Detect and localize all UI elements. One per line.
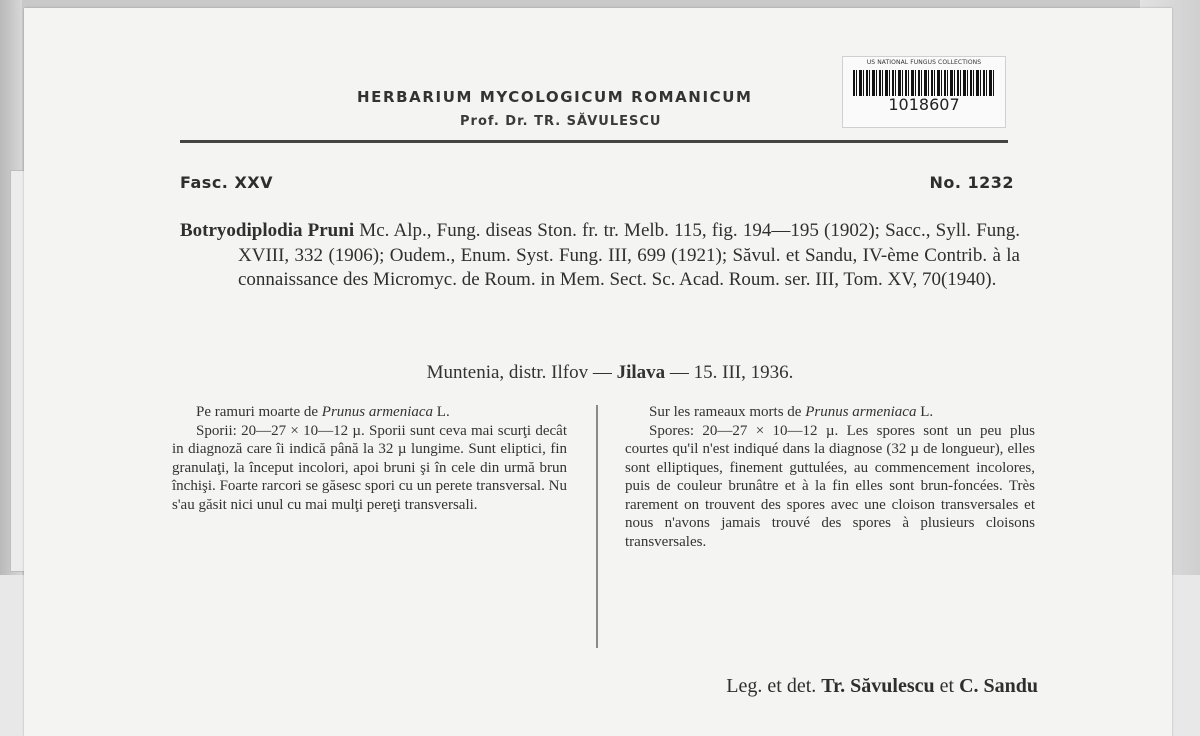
taxon-citation [180,219,1020,293]
locality-date: — 15. III, 1936. [669,362,794,383]
collectors-joiner: et [939,675,955,697]
collectors-prefix: Leg. et det. [726,675,817,697]
fascicle-label: Fasc. XXV [180,173,273,192]
french-spores: Spores: 20—27 × 10—12 µ. Les spores sont un peu plus courtes qu'il n'est indiqué dans la diagnose (32 µ de longueur), elles sont elliptiques, finement guttulées, au commencement incolores, puis de couleur brunâtre et à la fin elles sont brun-foncées. Très rarement on trouvent des spores avec une cloison transversales et nous n'avons jamais trouvé des spores à plusieurs cloisons transversales. [625,422,1035,550]
romanian-host-author: L. [436,404,450,420]
french-host-author: L. [920,404,934,420]
herbarium-curator: Prof. Dr. TR. SĂVULESCU [460,114,662,129]
french-host: Prunus armeniaca [805,404,917,420]
citation-text: Mc. Alp., Fung. diseas Ston. fr. tr. Melb. 115, fig. 194—195 (1902); Sacc., Syll. Fung. XVIII, 332 (1906); Oudem., Enum. Syst. Fung. III, 699 (1921); Săvul. et Sandu, IV-ème Contrib. à la connaissance des Micromyc. de Roum. in Mem. Sect. Sc. Acad. Roum. ser. III, Tom. XV, 70(1940). [238,220,1021,290]
collectors-line [578,675,1038,698]
herbarium-title: HERBARIUM MYCOLOGICUM ROMANICUM [357,88,753,106]
description-french [625,403,1035,551]
locality-place: Jilava [616,362,666,383]
romanian-spores: Sporii: 20—27 × 10—12 µ. Sporii sunt ceva mai scurţi decât in diagnoză care îi indică până la 32 µ lungime. Sunt eliptici, fin granulaţi, la început incolori, apoi bruni şi în cele din urmă brun închişi. Foarte rarcori se găsesc spori cu un perete transversal. Nu s'au găsit nici unul cu mai mulţi pereţi transversali. [172,422,567,513]
specimen-number: No. 1232 [929,173,1014,192]
romanian-substrate-text: Pe ramuri moarte de [196,404,319,420]
locality-line [180,362,1040,384]
species-name: Botryodiplodia Pruni [180,220,355,241]
column-divider [596,405,598,648]
barcode-icon [853,70,995,96]
locality-region: Muntenia, distr. Ilfov — [426,362,612,383]
french-substrate-text: Sur les rameaux morts de [649,404,802,420]
french-substrate [625,403,1035,422]
barcode-label [842,56,1006,128]
collector-second: C. Sandu [959,675,1038,697]
barcode-caption: US NATIONAL FUNGUS COLLECTIONS [866,59,982,66]
header-rule [180,140,1008,143]
barcode-number: 1018607 [888,95,960,114]
romanian-host: Prunus armeniaca [321,404,434,420]
romanian-substrate [172,403,567,422]
collector-first: Tr. Săvulescu [821,675,935,697]
description-romanian [172,403,567,514]
